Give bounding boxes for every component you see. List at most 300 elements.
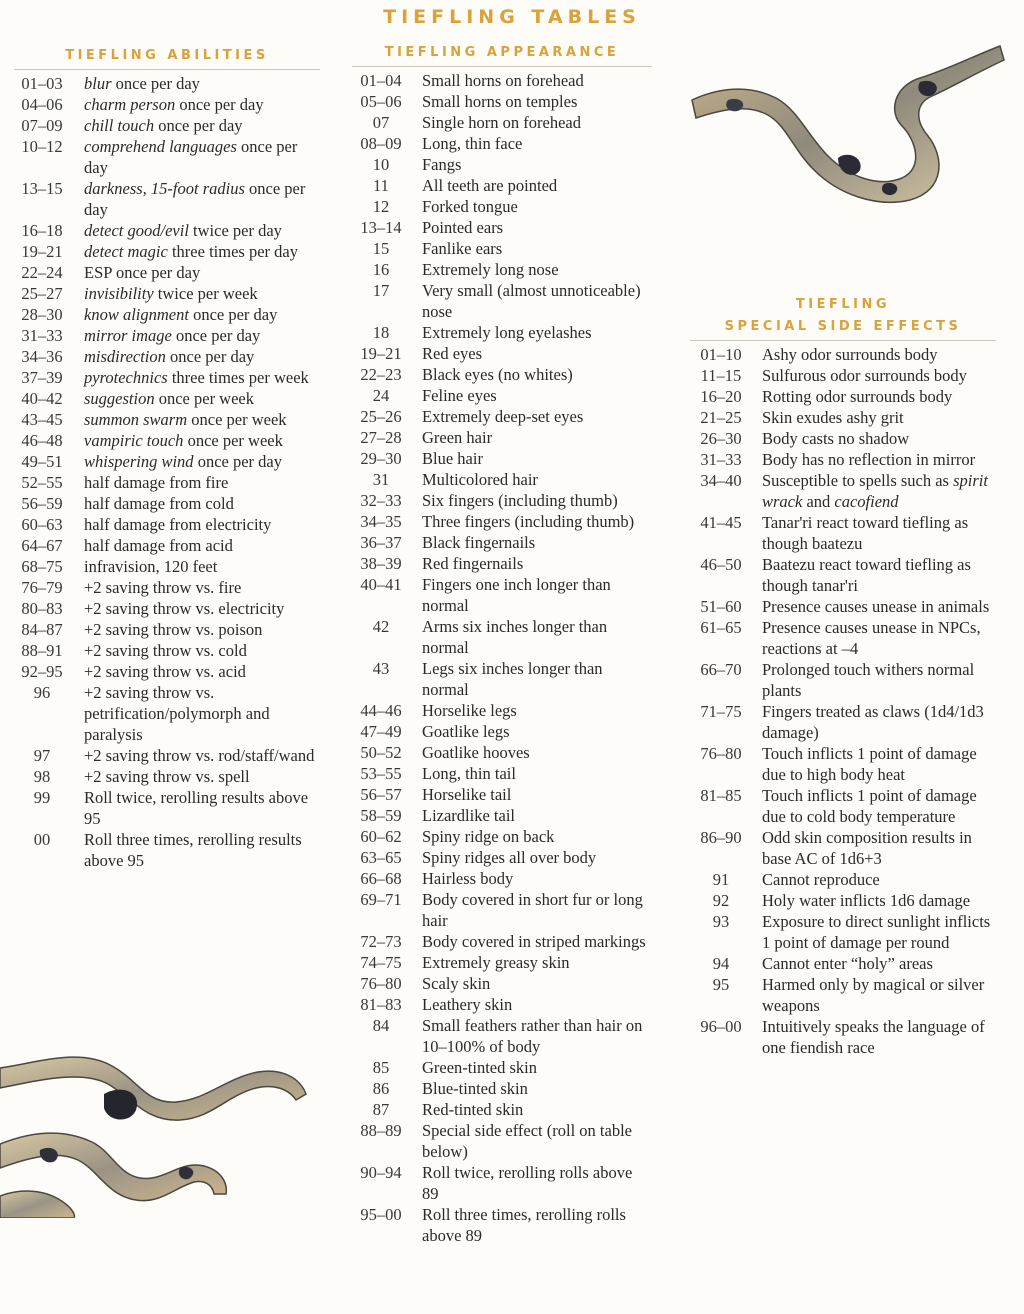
table-row: [352, 196, 652, 217]
side-effect-description: [752, 869, 996, 890]
ability-description: [70, 472, 320, 493]
table-row: [690, 512, 996, 554]
roll-range: 68–75: [21, 557, 63, 576]
ability-description: [70, 136, 320, 178]
spell-name: cacofiend: [834, 492, 899, 511]
roll-range: 26–30: [700, 429, 742, 448]
roll-range: 88–91: [21, 641, 63, 660]
appearance-description: Black fingernails: [422, 533, 536, 552]
table-row: [14, 556, 320, 577]
roll-range: 71–75: [700, 702, 742, 721]
ability-text: +2 saving throw vs. poison: [84, 620, 263, 639]
appearance-description: Multicolored hair: [422, 470, 538, 489]
table-row: [690, 554, 996, 596]
roll-range: 29–30: [360, 449, 402, 468]
ability-text: once per week: [187, 410, 287, 429]
appearance-description: Extremely greasy skin: [422, 953, 570, 972]
side-effect-text: Rotting odor surrounds body: [762, 387, 953, 406]
appearance-description: Extremely deep-set eyes: [422, 407, 584, 426]
ability-description: [70, 640, 320, 661]
roll-range: 01–03: [21, 74, 63, 93]
roll-range: 88–89: [360, 1121, 402, 1140]
roll-range: 50–52: [360, 743, 402, 762]
table-row: [352, 154, 652, 175]
appearance-description: Long, thin face: [422, 134, 523, 153]
roll-range: 84: [372, 1016, 390, 1035]
spell-name: misdirection: [84, 347, 166, 366]
side-effect-text: and: [802, 492, 835, 511]
side-effect-text: Prolonged touch withers normal plants: [762, 660, 975, 700]
roll-range: 63–65: [360, 848, 402, 867]
abilities-rows: [14, 73, 320, 871]
table-row: [352, 826, 652, 847]
table-row: [14, 262, 320, 283]
roll-range: 43: [372, 659, 390, 678]
appearance-description: Red eyes: [422, 344, 483, 363]
roll-range: 87: [372, 1100, 390, 1119]
ability-description: [70, 73, 320, 94]
roll-range: 86: [372, 1079, 390, 1098]
table-row: [14, 493, 320, 514]
side-effect-description: [752, 365, 996, 386]
appearance-rows: [352, 70, 652, 1246]
ability-text: twice per week: [153, 284, 258, 303]
appearance-description: Small horns on forehead: [422, 71, 584, 90]
roll-range: 36–37: [360, 533, 402, 552]
table-row: [352, 553, 652, 574]
table-row: [690, 974, 996, 1016]
table-row: [352, 1099, 652, 1120]
appearance-description: Blue-tinted skin: [422, 1079, 528, 1098]
ability-text: once per day: [171, 326, 261, 345]
roll-range: 10: [372, 155, 390, 174]
ability-description: [70, 661, 320, 682]
ability-text: once per day: [188, 305, 278, 324]
table-row: [352, 700, 652, 721]
spell-name: invisibility: [84, 284, 154, 303]
roll-range: 93: [712, 912, 730, 931]
appearance-description: Extremely long nose: [422, 260, 559, 279]
appearance-description: Fangs: [422, 155, 462, 174]
side-effect-text: Cannot enter “holy” areas: [762, 954, 933, 973]
table-row: [690, 1016, 996, 1058]
side-effect-description: [752, 407, 996, 428]
table-row: [352, 280, 652, 322]
side-effects-heading-line2: SPECIAL SIDE EFFECTS: [690, 316, 996, 341]
appearance-description: Horselike tail: [422, 785, 512, 804]
scroll-dark-patch: [104, 1090, 137, 1120]
spell-name: spirit wrack: [762, 471, 988, 511]
side-effect-text: Sulfurous odor surrounds body: [762, 366, 967, 385]
appearance-description: Roll twice, rerolling rolls above 89: [422, 1163, 633, 1203]
ability-text: infravision, 120 feet: [84, 557, 218, 576]
ability-description: [70, 304, 320, 325]
side-effect-text: Body casts no shadow: [762, 429, 910, 448]
table-row: [14, 472, 320, 493]
roll-range: 41–45: [700, 513, 742, 532]
table-row: [352, 532, 652, 553]
side-effect-description: [752, 596, 996, 617]
table-row: [14, 367, 320, 388]
table-row: [352, 616, 652, 658]
ability-description: [70, 598, 320, 619]
appearance-description: Goatlike hooves: [422, 743, 530, 762]
table-row: [352, 574, 652, 616]
ability-description: [70, 262, 320, 283]
ability-text: half damage from cold: [84, 494, 234, 513]
roll-range: 58–59: [360, 806, 402, 825]
roll-range: 10–12: [21, 137, 63, 156]
roll-range: 17: [372, 281, 390, 300]
roll-range: 56–59: [21, 494, 63, 513]
roll-range: 80–83: [21, 599, 63, 618]
scroll-dark-patch: [40, 1148, 58, 1162]
ability-text: ESP once per day: [84, 263, 201, 282]
appearance-description: Leathery skin: [422, 995, 513, 1014]
table-row: [14, 598, 320, 619]
roll-range: 38–39: [360, 554, 402, 573]
roll-range: 08–09: [360, 134, 402, 153]
roll-range: 42: [372, 617, 390, 636]
ability-text: +2 saving throw vs. fire: [84, 578, 242, 597]
table-row: [14, 73, 320, 94]
ability-description: [70, 556, 320, 577]
ability-description: [70, 367, 320, 388]
ability-description: [70, 346, 320, 367]
ability-text: once per day: [84, 137, 298, 177]
table-row: [690, 911, 996, 953]
scroll-dark-patch: [726, 99, 743, 111]
table-row: [690, 449, 996, 470]
appearance-description: Pointed ears: [422, 218, 504, 237]
side-effect-description: [752, 785, 996, 827]
roll-range: 53–55: [360, 764, 402, 783]
table-row: [14, 766, 320, 787]
ability-text: half damage from acid: [84, 536, 233, 555]
roll-range: 74–75: [360, 953, 402, 972]
spell-name: detect magic: [84, 242, 168, 261]
table-row: [352, 658, 652, 700]
spell-name: suggestion: [84, 389, 155, 408]
roll-range: 61–65: [700, 618, 742, 637]
roll-range: 91: [712, 870, 730, 889]
roll-range: 46–48: [21, 431, 63, 450]
side-effects-rows: [690, 344, 996, 1058]
table-row: [14, 388, 320, 409]
side-effect-description: [752, 449, 996, 470]
roll-range: 85: [372, 1058, 390, 1077]
table-row: [14, 619, 320, 640]
ability-text: once per day: [111, 74, 200, 93]
roll-range: 31: [372, 470, 390, 489]
appearance-description: Six fingers (including thumb): [422, 491, 618, 510]
ability-text: +2 saving throw vs. rod/staff/wand: [84, 746, 315, 765]
appearance-description: Small feathers rather than hair on 10–100% of body: [422, 1016, 643, 1056]
abilities-heading: TIEFLING ABILITIES: [14, 45, 320, 70]
appearance-description: Single horn on forehead: [422, 113, 581, 132]
roll-range: 66–70: [700, 660, 742, 679]
ability-text: Roll three times, rerolling results above 95: [84, 830, 302, 870]
roll-range: 52–55: [21, 473, 63, 492]
side-effect-text: Presence causes unease in NPCs, reactions at –4: [762, 618, 981, 658]
ability-description: [70, 388, 320, 409]
appearance-description: Green hair: [422, 428, 493, 447]
roll-range: 64–67: [21, 536, 63, 555]
appearance-description: Blue hair: [422, 449, 483, 468]
roll-range: 24: [372, 386, 390, 405]
table-row: [352, 742, 652, 763]
ability-text: half damage from electricity: [84, 515, 272, 534]
roll-range: 97: [33, 746, 51, 765]
table-row: [352, 994, 652, 1015]
roll-range: 05–06: [360, 92, 402, 111]
table-row: [690, 428, 996, 449]
table-row: [352, 721, 652, 742]
appearance-description: Red fingernails: [422, 554, 524, 573]
ability-description: [70, 94, 320, 115]
roll-range: 60–62: [360, 827, 402, 846]
appearance-description: Horselike legs: [422, 701, 517, 720]
appearance-description: Small horns on temples: [422, 92, 578, 111]
side-effect-text: Harmed only by magical or silver weapons: [762, 975, 985, 1015]
table-row: [352, 91, 652, 112]
roll-range: 16–18: [21, 221, 63, 240]
appearance-description: Scaly skin: [422, 974, 491, 993]
roll-range: 76–80: [700, 744, 742, 763]
side-effects-heading-line1: TIEFLING: [795, 297, 891, 312]
appearance-description: Very small (almost unnoticeable) nose: [422, 281, 641, 321]
appearance-description: Feline eyes: [422, 386, 497, 405]
table-row: [14, 220, 320, 241]
side-effect-text: Touch inflicts 1 point of damage due to cold body temperature: [762, 786, 977, 826]
table-row: [14, 241, 320, 262]
appearance-description: Spiny ridge on back: [422, 827, 555, 846]
side-effect-text: Presence causes unease in animals: [762, 597, 990, 616]
table-row: [690, 743, 996, 785]
table-row: [352, 70, 652, 91]
scroll-band: [0, 1057, 306, 1120]
table-row: [14, 535, 320, 556]
spell-name: summon swarm: [84, 410, 188, 429]
table-row: [352, 1015, 652, 1057]
side-effect-description: [752, 344, 996, 365]
roll-range: 81–83: [360, 995, 402, 1014]
ability-text: half damage from fire: [84, 473, 229, 492]
ability-text: +2 saving throw vs. electricity: [84, 599, 285, 618]
roll-range: 12: [372, 197, 390, 216]
marbled-scroll-art-top: [688, 38, 1006, 208]
side-effect-text: Susceptible to spells such as: [762, 471, 954, 490]
side-effect-description: [752, 554, 996, 596]
side-effect-description: [752, 428, 996, 449]
roll-range: 66–68: [360, 869, 402, 888]
spell-name: mirror image: [84, 326, 172, 345]
spell-name: whispering wind: [84, 452, 194, 471]
roll-range: 49–51: [21, 452, 63, 471]
side-effect-description: [752, 974, 996, 1016]
table-row: [352, 427, 652, 448]
ability-description: [70, 619, 320, 640]
table-row: [352, 322, 652, 343]
table-row: [690, 953, 996, 974]
appearance-description: Hairless body: [422, 869, 514, 888]
table-row: [14, 94, 320, 115]
marbled-scroll-art-bottom: [0, 1018, 310, 1218]
ability-text: once per day: [165, 347, 255, 366]
roll-range: 28–30: [21, 305, 63, 324]
ability-description: [70, 115, 320, 136]
ability-text: three times per week: [167, 368, 309, 387]
side-effect-description: [752, 911, 996, 953]
ability-description: [70, 829, 320, 871]
ability-description: [70, 514, 320, 535]
table-row: [14, 430, 320, 451]
appearance-description: Extremely long eyelashes: [422, 323, 592, 342]
spell-name: charm person: [84, 95, 176, 114]
table-row: [352, 490, 652, 511]
table-row: [14, 745, 320, 766]
roll-range: 60–63: [21, 515, 63, 534]
appearance-description: Red-tinted skin: [422, 1100, 524, 1119]
ability-description: [70, 766, 320, 787]
roll-range: 90–94: [360, 1163, 402, 1182]
table-row: [690, 617, 996, 659]
roll-range: 18: [372, 323, 390, 342]
side-effect-text: Fingers treated as claws (1d4/1d3 damage): [762, 702, 984, 742]
table-row: [14, 577, 320, 598]
side-effect-text: Exposure to direct sunlight inflicts 1 point of damage per round: [762, 912, 991, 952]
roll-range: 95–00: [360, 1205, 402, 1224]
ability-text: once per day: [175, 95, 264, 114]
roll-range: 98: [33, 767, 51, 786]
ability-description: [70, 409, 320, 430]
roll-range: 19–21: [360, 344, 402, 363]
table-row: [352, 805, 652, 826]
table-row: [352, 238, 652, 259]
table-row: [690, 701, 996, 743]
roll-range: 92: [712, 891, 730, 910]
side-effect-description: [752, 659, 996, 701]
table-row: [14, 115, 320, 136]
roll-range: 19–21: [21, 242, 63, 261]
roll-range: 32–33: [360, 491, 402, 510]
roll-range: 31–33: [21, 326, 63, 345]
roll-range: 07–09: [21, 116, 63, 135]
appearance-description: Legs six inches longer than normal: [422, 659, 603, 699]
table-row: [352, 133, 652, 154]
spell-name: vampiric touch: [84, 431, 184, 450]
table-row: [14, 178, 320, 220]
roll-range: 99: [33, 788, 51, 807]
ability-description: [70, 241, 320, 262]
roll-range: 44–46: [360, 701, 402, 720]
table-row: [352, 973, 652, 994]
roll-range: 00: [33, 830, 51, 849]
roll-range: 13–15: [21, 179, 63, 198]
roll-range: 96: [33, 683, 51, 702]
ability-description: [70, 220, 320, 241]
ability-text: once per day: [84, 179, 306, 219]
appearance-description: Roll three times, rerolling rolls above 89: [422, 1205, 626, 1245]
roll-range: 84–87: [21, 620, 63, 639]
table-row: [690, 365, 996, 386]
side-effect-text: Skin exudes ashy grit: [762, 408, 904, 427]
ability-text: once per week: [154, 389, 254, 408]
table-row: [352, 1162, 652, 1204]
roll-range: 04–06: [21, 95, 63, 114]
spell-name: know alignment: [84, 305, 189, 324]
side-effect-description: [752, 743, 996, 785]
ability-text: Roll twice, rerolling results above 95: [84, 788, 309, 828]
table-row: [690, 344, 996, 365]
side-effect-text: Intuitively speaks the language of one fiendish race: [762, 1017, 985, 1057]
table-row: [690, 890, 996, 911]
table-row: [352, 469, 652, 490]
roll-range: 01–10: [700, 345, 742, 364]
roll-range: 47–49: [360, 722, 402, 741]
roll-range: 86–90: [700, 828, 742, 847]
roll-range: 25–26: [360, 407, 402, 426]
appearance-description: Goatlike legs: [422, 722, 510, 741]
appearance-description: Three fingers (including thumb): [422, 512, 635, 531]
appearance-heading: TIEFLING APPEARANCE: [352, 42, 652, 67]
table-row: [690, 470, 996, 512]
side-effect-description: [752, 386, 996, 407]
roll-range: 34–40: [700, 471, 742, 490]
side-effect-description: [752, 512, 996, 554]
roll-range: 07: [372, 113, 390, 132]
spell-name: chill touch: [84, 116, 155, 135]
table-row: [352, 868, 652, 889]
ability-description: [70, 493, 320, 514]
spell-name: comprehend languages: [84, 137, 237, 156]
table-row: [352, 784, 652, 805]
roll-range: 11: [373, 176, 389, 195]
roll-range: 40–41: [360, 575, 402, 594]
spell-name: detect good/evil: [84, 221, 189, 240]
table-row: [352, 406, 652, 427]
roll-range: 31–33: [700, 450, 742, 469]
ability-text: +2 saving throw vs. cold: [84, 641, 247, 660]
table-row: [14, 451, 320, 472]
appearance-description: Green-tinted skin: [422, 1058, 538, 1077]
appearance-description: Body covered in striped markings: [422, 932, 646, 951]
roll-range: 46–50: [700, 555, 742, 574]
roll-range: 76–79: [21, 578, 63, 597]
table-row: [352, 1120, 652, 1162]
side-effect-description: [752, 701, 996, 743]
side-effect-text: Ashy odor surrounds body: [762, 345, 938, 364]
table-row: [14, 682, 320, 745]
roll-range: 27–28: [360, 428, 402, 447]
side-effect-text: Baatezu react toward tiefling as though tanar'ri: [762, 555, 971, 595]
roll-range: 72–73: [360, 932, 402, 951]
side-effect-text: Touch inflicts 1 point of damage due to high body heat: [762, 744, 977, 784]
table-row: [352, 952, 652, 973]
table-row: [352, 217, 652, 238]
table-row: [352, 448, 652, 469]
side-effect-text: Tanar'ri react toward tiefling as though baatezu: [762, 513, 969, 553]
ability-description: [70, 745, 320, 766]
side-effect-description: [752, 617, 996, 659]
appearance-description: Long, thin tail: [422, 764, 516, 783]
table-row: [690, 596, 996, 617]
table-row: [14, 283, 320, 304]
roll-range: 11–15: [700, 366, 742, 385]
table-row: [690, 659, 996, 701]
ability-description: [70, 577, 320, 598]
side-effect-description: [752, 827, 996, 869]
